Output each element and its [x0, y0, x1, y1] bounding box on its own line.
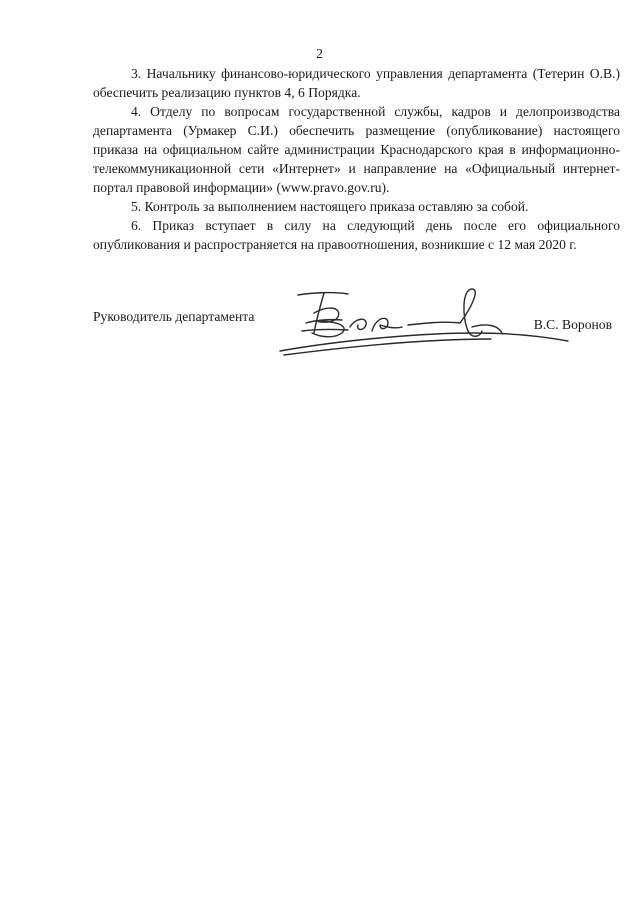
paragraph-6: 6. Приказ вступает в силу на следующий день после его официального опубликования и распространяется на правоотношения, возникшие с 12 мая 2020 г.: [93, 218, 620, 252]
paragraph-3: 3. Начальнику финансово-юридического управления департамента (Тетерин О.В.) обеспечить реализацию пунктов 4, 6 Порядка.: [93, 66, 620, 100]
page-number: 2: [316, 46, 323, 61]
paragraph-4: 4. Отделу по вопросам государственной службы, кадров и делопроизводства департамента (Урмакер С.И.) обеспечить размещение (опубликование) настоящего приказа на официальном сайте администрации Краснодарского края в информационно-телекоммуникационной сети «Интернет» и направление на «Официальный интернет-портал правовой информации» (www.pravo.gov.ru).: [93, 104, 620, 195]
document-body: [93, 64, 620, 254]
paragraph-5: 5. Контроль за выполнением настоящего приказа оставляю за собой.: [131, 199, 529, 214]
signer-title: Руководитель департамента: [93, 309, 255, 324]
handwritten-signature: [276, 287, 576, 362]
signer-name: В.С. Воронов: [533, 317, 612, 332]
signature-block: [93, 297, 620, 367]
